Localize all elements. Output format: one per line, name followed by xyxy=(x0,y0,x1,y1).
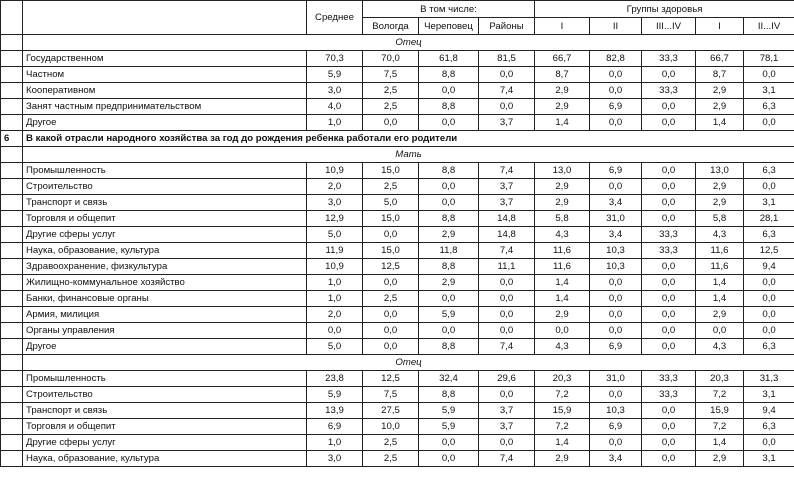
cell-group-1: 2,9 xyxy=(535,83,590,99)
cell-srednee: 2,0 xyxy=(307,307,363,323)
cell-cherepovets: 0,0 xyxy=(419,179,479,195)
cell-group-1b: 1,4 xyxy=(696,291,744,307)
cell-group-2: 0,0 xyxy=(590,179,642,195)
cell-group-3-4: 0,0 xyxy=(642,259,696,275)
section-row xyxy=(1,355,794,371)
cell-group-1b: 7,2 xyxy=(696,419,744,435)
cell-group-2: 3,4 xyxy=(590,227,642,243)
cell-cherepovets: 2,9 xyxy=(419,227,479,243)
cell-vologda: 2,5 xyxy=(363,291,419,307)
cell-group-2-4: 28,1 xyxy=(744,211,794,227)
cell-vologda: 0,0 xyxy=(363,339,419,355)
cell-vologda: 12,5 xyxy=(363,371,419,387)
row-label: Строительство xyxy=(23,387,307,403)
row-index-cell xyxy=(1,387,23,403)
cell-group-2-4: 9,4 xyxy=(744,403,794,419)
cell-group-2: 3,4 xyxy=(590,451,642,467)
cell-group-3-4: 0,0 xyxy=(642,115,696,131)
cell-group-2-4: 3,1 xyxy=(744,387,794,403)
cell-group-2: 0,0 xyxy=(590,307,642,323)
cell-rayony: 3,7 xyxy=(479,403,535,419)
cell-vologda: 5,0 xyxy=(363,195,419,211)
cell-rayony: 14,8 xyxy=(479,211,535,227)
row-label: Строительство xyxy=(23,179,307,195)
cell-vologda: 0,0 xyxy=(363,307,419,323)
cell-group-2: 3,4 xyxy=(590,195,642,211)
cell-group-3-4: 33,3 xyxy=(642,227,696,243)
cell-group-2: 10,3 xyxy=(590,259,642,275)
row-index-cell xyxy=(1,403,23,419)
cell-group-3-4: 0,0 xyxy=(642,163,696,179)
cell-rayony: 7,4 xyxy=(479,339,535,355)
header-gruppy-zdorovya: Группы здоровья xyxy=(535,1,794,18)
cell-group-3-4: 0,0 xyxy=(642,195,696,211)
row-label: Промышленность xyxy=(23,163,307,179)
cell-srednee: 23,8 xyxy=(307,371,363,387)
cell-cherepovets: 0,0 xyxy=(419,83,479,99)
table-row xyxy=(1,195,794,211)
cell-cherepovets: 32,4 xyxy=(419,371,479,387)
cell-group-1b: 7,2 xyxy=(696,387,744,403)
row-index-cell xyxy=(1,323,23,339)
cell-group-1: 1,4 xyxy=(535,275,590,291)
cell-group-1b: 66,7 xyxy=(696,51,744,67)
cell-cherepovets: 0,0 xyxy=(419,435,479,451)
cell-vologda: 2,5 xyxy=(363,83,419,99)
cell-srednee: 3,0 xyxy=(307,83,363,99)
cell-cherepovets: 5,9 xyxy=(419,419,479,435)
cell-srednee: 13,9 xyxy=(307,403,363,419)
cell-group-1: 20,3 xyxy=(535,371,590,387)
cell-cherepovets: 8,8 xyxy=(419,99,479,115)
cell-group-2-4: 6,3 xyxy=(744,99,794,115)
cell-srednee: 5,0 xyxy=(307,339,363,355)
row-index-cell xyxy=(1,259,23,275)
cell-cherepovets: 0,0 xyxy=(419,291,479,307)
cell-cherepovets: 8,8 xyxy=(419,67,479,83)
table-row xyxy=(1,259,794,275)
cell-group-1b: 13,0 xyxy=(696,163,744,179)
row-label: Жилищно-коммунальное хозяйство xyxy=(23,275,307,291)
cell-group-2-4: 0,0 xyxy=(744,275,794,291)
cell-vologda: 7,5 xyxy=(363,387,419,403)
row-label: Занят частным предпринимательством xyxy=(23,99,307,115)
cell-rayony: 0,0 xyxy=(479,435,535,451)
cell-cherepovets: 61,8 xyxy=(419,51,479,67)
cell-srednee: 0,0 xyxy=(307,323,363,339)
row-index-cell xyxy=(1,291,23,307)
cell-rayony: 7,4 xyxy=(479,451,535,467)
cell-rayony: 29,6 xyxy=(479,371,535,387)
row-label: Наука, образование, культура xyxy=(23,451,307,467)
cell-group-2-4: 0,0 xyxy=(744,435,794,451)
cell-group-1b: 1,4 xyxy=(696,115,744,131)
cell-group-3-4: 0,0 xyxy=(642,403,696,419)
cell-cherepovets: 11,8 xyxy=(419,243,479,259)
table-row xyxy=(1,403,794,419)
cell-group-2-4: 0,0 xyxy=(744,323,794,339)
row-label: Наука, образование, культура xyxy=(23,243,307,259)
cell-group-3-4: 0,0 xyxy=(642,323,696,339)
cell-srednee: 12,9 xyxy=(307,211,363,227)
cell-group-3-4: 0,0 xyxy=(642,451,696,467)
cell-cherepovets: 5,9 xyxy=(419,403,479,419)
row-label: Армия, милиция xyxy=(23,307,307,323)
cell-group-1b: 4,3 xyxy=(696,227,744,243)
cell-rayony: 0,0 xyxy=(479,275,535,291)
cell-srednee: 1,0 xyxy=(307,291,363,307)
cell-group-2: 0,0 xyxy=(590,115,642,131)
cell-group-2: 0,0 xyxy=(590,435,642,451)
row-label: Другое xyxy=(23,115,307,131)
cell-vologda: 2,5 xyxy=(363,179,419,195)
cell-rayony: 3,7 xyxy=(479,115,535,131)
cell-group-2: 0,0 xyxy=(590,387,642,403)
row-index-cell xyxy=(1,51,23,67)
header-group-1: I xyxy=(535,18,590,35)
cell-group-1b: 2,9 xyxy=(696,451,744,467)
header-vologda: Вологда xyxy=(363,18,419,35)
row-index-cell xyxy=(1,67,23,83)
cell-group-3-4: 0,0 xyxy=(642,291,696,307)
cell-rayony: 81,5 xyxy=(479,51,535,67)
cell-rayony: 3,7 xyxy=(479,195,535,211)
cell-srednee: 1,0 xyxy=(307,275,363,291)
cell-group-3-4: 0,0 xyxy=(642,179,696,195)
cell-group-1: 2,9 xyxy=(535,307,590,323)
cell-group-2-4: 6,3 xyxy=(744,163,794,179)
cell-group-2-4: 78,1 xyxy=(744,51,794,67)
cell-group-1b: 2,9 xyxy=(696,179,744,195)
row-index-cell xyxy=(1,339,23,355)
row-index-cell xyxy=(1,179,23,195)
section-row xyxy=(1,147,794,163)
table-row xyxy=(1,227,794,243)
cell-group-2: 31,0 xyxy=(590,371,642,387)
header-v-tom-chisle: В том числе: xyxy=(363,1,535,18)
cell-group-2-4: 12,5 xyxy=(744,243,794,259)
cell-group-1: 2,9 xyxy=(535,451,590,467)
cell-rayony: 3,7 xyxy=(479,179,535,195)
cell-group-1b: 2,9 xyxy=(696,195,744,211)
cell-srednee: 3,0 xyxy=(307,195,363,211)
cell-rayony: 14,8 xyxy=(479,227,535,243)
cell-group-3-4: 33,3 xyxy=(642,83,696,99)
cell-group-2: 6,9 xyxy=(590,163,642,179)
cell-srednee: 5,9 xyxy=(307,67,363,83)
cell-group-2: 0,0 xyxy=(590,275,642,291)
cell-group-2-4: 6,3 xyxy=(744,339,794,355)
question-row xyxy=(1,131,794,147)
cell-vologda: 7,5 xyxy=(363,67,419,83)
cell-group-1b: 0,0 xyxy=(696,323,744,339)
cell-cherepovets: 8,8 xyxy=(419,339,479,355)
cell-group-2: 0,0 xyxy=(590,67,642,83)
cell-vologda: 2,5 xyxy=(363,99,419,115)
cell-group-1b: 20,3 xyxy=(696,371,744,387)
cell-srednee: 5,0 xyxy=(307,227,363,243)
cell-cherepovets: 0,0 xyxy=(419,323,479,339)
cell-group-3-4: 33,3 xyxy=(642,243,696,259)
question-text: В какой отрасли народного хозяйства за год до рождения ребенка работали его родители xyxy=(23,131,794,147)
header-group-1b: I xyxy=(696,18,744,35)
cell-srednee: 6,9 xyxy=(307,419,363,435)
cell-group-1: 7,2 xyxy=(535,419,590,435)
cell-vologda: 0,0 xyxy=(363,227,419,243)
table-row xyxy=(1,115,794,131)
cell-rayony: 7,4 xyxy=(479,243,535,259)
cell-group-1: 1,4 xyxy=(535,115,590,131)
cell-srednee: 5,9 xyxy=(307,387,363,403)
cell-group-1: 5,8 xyxy=(535,211,590,227)
cell-group-1b: 2,9 xyxy=(696,307,744,323)
section-label-father-2: Отец xyxy=(23,355,794,371)
cell-group-3-4: 33,3 xyxy=(642,51,696,67)
cell-rayony: 3,7 xyxy=(479,419,535,435)
header-group-2: II xyxy=(590,18,642,35)
cell-srednee: 1,0 xyxy=(307,115,363,131)
cell-group-1b: 11,6 xyxy=(696,259,744,275)
cell-group-1b: 1,4 xyxy=(696,435,744,451)
row-index-cell xyxy=(1,83,23,99)
cell-rayony: 0,0 xyxy=(479,291,535,307)
cell-vologda: 15,0 xyxy=(363,211,419,227)
row-index-cell xyxy=(1,163,23,179)
cell-group-2-4: 0,0 xyxy=(744,307,794,323)
cell-group-3-4: 33,3 xyxy=(642,387,696,403)
cell-group-1b: 5,8 xyxy=(696,211,744,227)
table-row xyxy=(1,451,794,467)
header-group-3-4: III...IV xyxy=(642,18,696,35)
row-index-cell xyxy=(1,435,23,451)
table-row xyxy=(1,51,794,67)
cell-group-1: 8,7 xyxy=(535,67,590,83)
cell-group-2-4: 3,1 xyxy=(744,195,794,211)
row-label: Здравоохранение, физкультура xyxy=(23,259,307,275)
row-index-cell xyxy=(1,211,23,227)
cell-srednee: 1,0 xyxy=(307,435,363,451)
row-index-cell xyxy=(1,99,23,115)
table-row xyxy=(1,275,794,291)
cell-srednee: 10,9 xyxy=(307,259,363,275)
table-row xyxy=(1,307,794,323)
row-label: Торговля и общепит xyxy=(23,419,307,435)
cell-vologda: 0,0 xyxy=(363,115,419,131)
cell-group-2: 6,9 xyxy=(590,339,642,355)
table-row xyxy=(1,419,794,435)
cell-group-1: 4,3 xyxy=(535,339,590,355)
row-label: Другие сферы услуг xyxy=(23,435,307,451)
table-row xyxy=(1,83,794,99)
header-srednee: Среднее xyxy=(307,1,363,35)
cell-group-3-4: 0,0 xyxy=(642,419,696,435)
cell-group-1: 11,6 xyxy=(535,243,590,259)
cell-cherepovets: 8,8 xyxy=(419,259,479,275)
cell-group-2-4: 0,0 xyxy=(744,115,794,131)
cell-group-1b: 1,4 xyxy=(696,275,744,291)
cell-vologda: 15,0 xyxy=(363,163,419,179)
row-index-cell xyxy=(1,451,23,467)
cell-group-2-4: 0,0 xyxy=(744,67,794,83)
question-index: 6 xyxy=(1,131,23,147)
row-label: Банки, финансовые органы xyxy=(23,291,307,307)
cell-group-2: 6,9 xyxy=(590,419,642,435)
cell-group-1: 7,2 xyxy=(535,387,590,403)
cell-group-1: 2,9 xyxy=(535,195,590,211)
cell-group-1: 0,0 xyxy=(535,323,590,339)
cell-group-2-4: 9,4 xyxy=(744,259,794,275)
cell-group-1: 15,9 xyxy=(535,403,590,419)
table-row xyxy=(1,67,794,83)
cell-group-2-4: 0,0 xyxy=(744,179,794,195)
cell-srednee: 2,0 xyxy=(307,179,363,195)
cell-vologda: 2,5 xyxy=(363,435,419,451)
row-index-cell xyxy=(1,275,23,291)
cell-group-3-4: 0,0 xyxy=(642,339,696,355)
cell-group-3-4: 33,3 xyxy=(642,371,696,387)
row-index-cell xyxy=(1,371,23,387)
table-row xyxy=(1,323,794,339)
section-label-mother: Мать xyxy=(23,147,794,163)
cell-group-2: 31,0 xyxy=(590,211,642,227)
cell-rayony: 0,0 xyxy=(479,387,535,403)
row-index-cell xyxy=(1,307,23,323)
cell-vologda: 0,0 xyxy=(363,275,419,291)
table-row xyxy=(1,435,794,451)
cell-group-1b: 2,9 xyxy=(696,83,744,99)
cell-group-1b: 4,3 xyxy=(696,339,744,355)
cell-cherepovets: 5,9 xyxy=(419,307,479,323)
cell-group-3-4: 0,0 xyxy=(642,211,696,227)
section-row xyxy=(1,35,794,51)
table-row xyxy=(1,387,794,403)
cell-rayony: 11,1 xyxy=(479,259,535,275)
cell-group-1: 11,6 xyxy=(535,259,590,275)
section-label-father: Отец xyxy=(23,35,794,51)
row-index-cell xyxy=(1,195,23,211)
row-label: Другое xyxy=(23,339,307,355)
cell-group-2-4: 3,1 xyxy=(744,83,794,99)
row-label: Органы управления xyxy=(23,323,307,339)
cell-group-1: 4,3 xyxy=(535,227,590,243)
row-index-cell xyxy=(1,227,23,243)
cell-cherepovets: 8,8 xyxy=(419,163,479,179)
cell-group-2: 0,0 xyxy=(590,291,642,307)
cell-group-1b: 15,9 xyxy=(696,403,744,419)
cell-group-2-4: 3,1 xyxy=(744,451,794,467)
cell-group-2: 10,3 xyxy=(590,403,642,419)
cell-group-3-4: 0,0 xyxy=(642,275,696,291)
cell-group-2-4: 31,3 xyxy=(744,371,794,387)
cell-group-2: 10,3 xyxy=(590,243,642,259)
cell-cherepovets: 8,8 xyxy=(419,211,479,227)
header-cherepovets: Череповец xyxy=(419,18,479,35)
cell-group-1: 1,4 xyxy=(535,435,590,451)
cell-srednee: 70,3 xyxy=(307,51,363,67)
cell-group-1b: 11,6 xyxy=(696,243,744,259)
cell-vologda: 2,5 xyxy=(363,451,419,467)
cell-rayony: 0,0 xyxy=(479,323,535,339)
cell-group-1b: 2,9 xyxy=(696,99,744,115)
cell-cherepovets: 0,0 xyxy=(419,451,479,467)
cell-group-3-4: 0,0 xyxy=(642,67,696,83)
cell-vologda: 15,0 xyxy=(363,243,419,259)
table-row xyxy=(1,243,794,259)
header-rayony: Районы xyxy=(479,18,535,35)
cell-rayony: 7,4 xyxy=(479,163,535,179)
cell-group-3-4: 0,0 xyxy=(642,99,696,115)
cell-group-3-4: 0,0 xyxy=(642,307,696,323)
cell-group-2-4: 0,0 xyxy=(744,291,794,307)
row-label: Частном xyxy=(23,67,307,83)
row-index-cell xyxy=(1,419,23,435)
cell-rayony: 0,0 xyxy=(479,67,535,83)
cell-group-2: 0,0 xyxy=(590,323,642,339)
cell-group-2: 0,0 xyxy=(590,83,642,99)
cell-vologda: 12,5 xyxy=(363,259,419,275)
row-label: Промышленность xyxy=(23,371,307,387)
row-index-cell xyxy=(1,243,23,259)
cell-group-1b: 8,7 xyxy=(696,67,744,83)
cell-vologda: 0,0 xyxy=(363,323,419,339)
row-label: Государственном xyxy=(23,51,307,67)
row-label: Кооперативном xyxy=(23,83,307,99)
row-label: Другие сферы услуг xyxy=(23,227,307,243)
cell-cherepovets: 0,0 xyxy=(419,195,479,211)
cell-cherepovets: 8,8 xyxy=(419,387,479,403)
row-label: Транспорт и связь xyxy=(23,195,307,211)
cell-group-1: 1,4 xyxy=(535,291,590,307)
cell-group-3-4: 0,0 xyxy=(642,435,696,451)
cell-rayony: 0,0 xyxy=(479,307,535,323)
table-row xyxy=(1,99,794,115)
row-index-cell xyxy=(1,115,23,131)
cell-group-2-4: 6,3 xyxy=(744,419,794,435)
table-row xyxy=(1,211,794,227)
table-row xyxy=(1,179,794,195)
cell-srednee: 10,9 xyxy=(307,163,363,179)
cell-group-1: 66,7 xyxy=(535,51,590,67)
table-row xyxy=(1,339,794,355)
cell-group-2: 82,8 xyxy=(590,51,642,67)
cell-srednee: 3,0 xyxy=(307,451,363,467)
header-label-cell xyxy=(23,1,307,35)
cell-group-2-4: 6,3 xyxy=(744,227,794,243)
cell-srednee: 4,0 xyxy=(307,99,363,115)
row-label: Транспорт и связь xyxy=(23,403,307,419)
cell-rayony: 7,4 xyxy=(479,83,535,99)
cell-vologda: 70,0 xyxy=(363,51,419,67)
cell-vologda: 10,0 xyxy=(363,419,419,435)
table-row xyxy=(1,371,794,387)
table-row xyxy=(1,163,794,179)
cell-group-1: 13,0 xyxy=(535,163,590,179)
cell-group-1: 2,9 xyxy=(535,99,590,115)
cell-vologda: 27,5 xyxy=(363,403,419,419)
cell-rayony: 0,0 xyxy=(479,99,535,115)
cell-cherepovets: 2,9 xyxy=(419,275,479,291)
table-row xyxy=(1,291,794,307)
cell-cherepovets: 0,0 xyxy=(419,115,479,131)
header-group-2-4: II...IV xyxy=(744,18,794,35)
row-label: Торговля и общепит xyxy=(23,211,307,227)
header-index-cell xyxy=(1,1,23,35)
cell-group-2: 6,9 xyxy=(590,99,642,115)
cell-srednee: 11,9 xyxy=(307,243,363,259)
cell-group-1: 2,9 xyxy=(535,179,590,195)
